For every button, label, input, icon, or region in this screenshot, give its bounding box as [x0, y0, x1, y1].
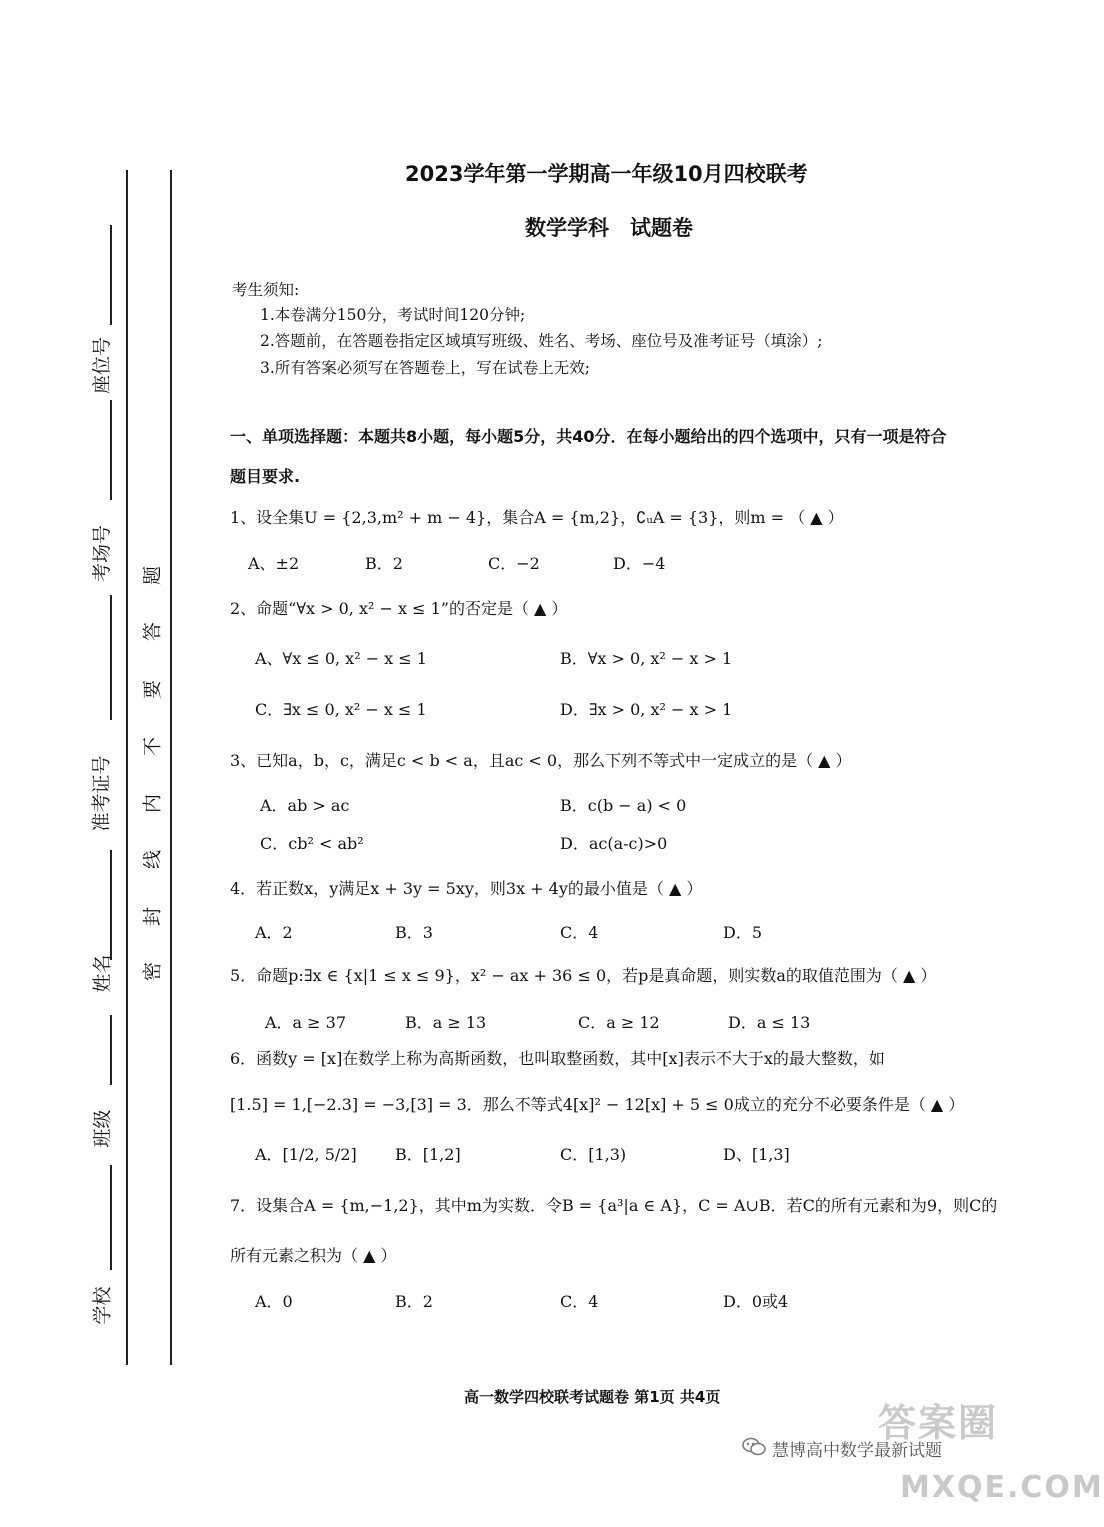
watermark-site: MXQE.COM: [900, 1470, 1104, 1505]
q1-option-d: D．−4: [613, 554, 666, 573]
school-label: 学校: [91, 1286, 114, 1325]
notice-item-2: 2.答题前，在答题卷指定区域填写班级、姓名、考场、座位号及准考证号（填涂）;: [260, 332, 823, 350]
q4-option-a: A．2: [255, 923, 293, 942]
section-heading-line1: 一、单项选择题：本题共8小题，每小题5分，共40分．在每小题给出的四个选项中，只有一项是符合: [230, 427, 947, 446]
class-blank[interactable]: [110, 1165, 112, 1270]
exam-subtitle: 数学学科 试题卷: [525, 216, 693, 240]
q2-option-b: B．∀x > 0, x² − x > 1: [560, 649, 733, 668]
exam-title: 2023学年第一学期高一年级10月四校联考: [405, 162, 808, 186]
seal-char-da: 答: [141, 622, 164, 642]
seal-char-ti: 题: [141, 566, 164, 586]
q5-option-b: B．a ≥ 13: [405, 1013, 487, 1032]
question-6-stem-line2: [1.5] = 1,[−2.3] = −3,[3] = 3．那么不等式4[x]² − 12[x] + 5 ≤ 0成立的充分不必要条件是（ ▲ ）: [230, 1095, 965, 1114]
notice-item-3: 3.所有答案必须写在答题卷上，写在试卷上无效;: [260, 359, 591, 377]
q7-option-c: C．4: [560, 1292, 599, 1311]
q6-option-d: D、[1,3]: [723, 1145, 790, 1164]
seat-blank[interactable]: [110, 225, 112, 325]
q4-option-d: D．5: [723, 923, 763, 942]
q5-option-a: A．a ≥ 37: [265, 1013, 347, 1032]
question-4-stem: 4．若正数x，y满足x + 3y = 5xy，则3x + 4y的最小值是（ ▲ ）: [230, 879, 703, 898]
q4-option-c: C．4: [560, 923, 599, 942]
exam-room-label: 考场号: [91, 524, 114, 583]
q7-option-b: B．2: [395, 1292, 433, 1311]
admission-number-label: 准考证号: [90, 755, 113, 832]
q1-option-a: A、±2: [248, 554, 300, 573]
room-blank-line[interactable]: [110, 400, 112, 500]
question-5-stem: 5．命题p:∃x ∈ {x|1 ≤ x ≤ 9}，x² − ax + 36 ≤ 0，若p是真命题，则实数a的取值范围为（ ▲ ）: [230, 966, 937, 985]
seat-number-label: 座位号: [91, 336, 114, 395]
seal-char-yao: 要: [141, 680, 164, 700]
question-2-stem: 2、命题“∀x > 0, x² − x ≤ 1”的否定是（ ▲ ）: [230, 599, 568, 618]
exam-room-blank[interactable]: [110, 595, 112, 720]
question-7-stem-line2: 所有元素之积为（ ▲ ）: [230, 1246, 397, 1265]
q7-option-d: D．0或4: [723, 1292, 789, 1311]
q7-option-a: A．0: [255, 1292, 293, 1311]
question-1-stem: 1、设全集U = {2,3,m² + m − 4}，集合A = {m,2}，∁ᵤA = {3}，则m = （ ▲ ）: [230, 508, 844, 527]
seal-char-bu: 不: [141, 737, 164, 757]
q3-option-b: B．c(b − a) < 0: [560, 796, 687, 815]
notice-heading: 考生须知:: [232, 281, 300, 299]
q6-option-c: C．[1,3): [560, 1145, 627, 1164]
question-3-stem: 3、已知a，b，c，满足c < b < a，且ac < 0，那么下列不等式中一定成立的是（ ▲ ）: [230, 751, 852, 770]
q2-option-d: D．∃x > 0, x² − x > 1: [560, 700, 733, 719]
question-6-stem: 6．函数y = [x]在数学上称为高斯函数，也叫取整函数，其中[x]表示不大于x的最大整数，如: [230, 1049, 885, 1068]
q1-option-b: B．2: [365, 554, 403, 573]
q3-option-a: A．ab > ac: [260, 796, 350, 815]
seal-char-mi: 密: [141, 962, 164, 982]
watermark-account: 慧博高中数学最新试题: [772, 1441, 942, 1461]
seal-char-xian: 线: [141, 850, 164, 870]
seal-char-feng: 封: [141, 907, 164, 927]
q1-option-c: C．−2: [488, 554, 540, 573]
notice-item-1: 1.本卷满分150分，考试时间120分钟;: [260, 306, 526, 324]
page-footer: 高一数学四校联考试题卷 第1页 共4页: [464, 1388, 721, 1406]
q6-option-a: A．[1/2, 5/2]: [255, 1145, 357, 1164]
ticket-blank[interactable]: [110, 850, 112, 960]
q5-option-d: D．a ≤ 13: [728, 1013, 811, 1032]
q2-option-a: A、∀x ≤ 0, x² − x ≤ 1: [255, 649, 427, 668]
q2-option-c: C．∃x ≤ 0, x² − x ≤ 1: [255, 700, 427, 719]
q3-option-c: C．cb² < ab²: [260, 834, 364, 853]
class-label: 班级: [91, 1109, 114, 1148]
q4-option-b: B．3: [395, 923, 433, 942]
q5-option-c: C．a ≥ 12: [578, 1013, 660, 1032]
name-label: 姓名: [91, 954, 114, 993]
q6-option-b: B．[1,2]: [395, 1145, 461, 1164]
section-heading-line2: 题目要求.: [230, 467, 301, 486]
name-blank[interactable]: [110, 1015, 112, 1085]
question-7-stem: 7．设集合A = {m,−1,2}，其中m为实数．令B = {a³|a ∈ A}，C = A∪B．若C的所有元素和为9，则C的: [230, 1196, 998, 1215]
q3-option-d: D．ac(a-c)>0: [560, 834, 668, 853]
binding-line-inner: [170, 170, 172, 1365]
wechat-icon: [742, 1437, 766, 1457]
watermark-logo-text: 答案圈: [878, 1401, 999, 1445]
seal-char-nei: 内: [141, 794, 164, 814]
binding-line-outer: [126, 170, 128, 1365]
